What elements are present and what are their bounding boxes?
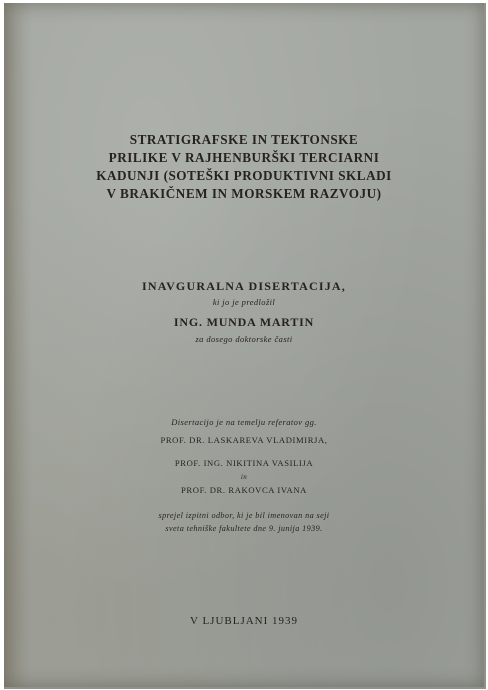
degree-text: za dosego doktorske časti (195, 334, 293, 344)
title-line: STRATIGRAFSKE IN TEKTONSKE (129, 132, 359, 147)
title-line: PRILIKE V RAJHENBURŠKI TERCIARNI (108, 150, 380, 165)
title-line: V BRAKIČNEM IN MORSKEM RAZVOJU) (106, 186, 382, 201)
place-year: V LJUBLJANI 1939 (189, 615, 299, 627)
acceptance-line: sveta tehniške fakultete dne 9. junija 1939. (165, 524, 323, 533)
acceptance-line: sprejel izpitni odbor, ki je bil imenovan na seji (158, 511, 330, 520)
title-line: KADUNJI (SOTEŠKI PRODUKTIVNI SKLADI (96, 168, 392, 183)
page-stain (4, 3, 32, 687)
dissertation-heading: INAVGURALNA DISERTACIJA, (142, 279, 346, 293)
based-on-text: Disertacijo je na temelju referatov gg. (171, 417, 317, 427)
conjunction-text: in (240, 473, 248, 481)
professor-name: PROF. DR. RAKOVCA IVANA (181, 485, 307, 495)
dissertation-title (4, 131, 484, 203)
submitted-by-text: ki jo je predložil (212, 297, 276, 307)
author-name: ING. MUNDA MARTIN (173, 315, 315, 329)
document-page (4, 3, 486, 689)
professor-name: PROF. DR. LASKAREVA VLADIMIRJA, (160, 435, 328, 445)
professor-name: PROF. ING. NIKITINA VASILIJA (174, 458, 314, 468)
